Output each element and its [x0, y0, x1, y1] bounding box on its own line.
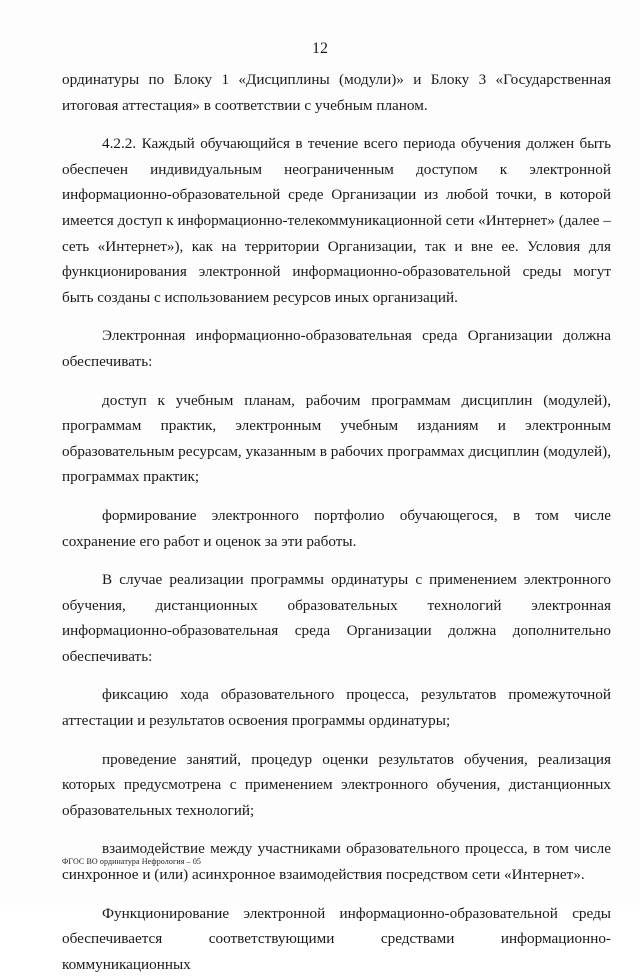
paragraph-3: Электронная информационно-образовательная среда Организации должна обеспечивать: — [62, 327, 611, 370]
paragraph-9: взаимодействие между участниками образовательного процесса, в том числе синхронное и (или) асинхронное взаимодействия посредством сети «Интернет». — [62, 840, 611, 884]
page-number: 12 — [312, 40, 328, 57]
paragraph-2: 4.2.2. Каждый обучающийся в течение всего периода обучения должен быть обеспечен индивидуальным неограниченным доступом к электронной информационно-образовательной среде Организации из любой точки, в которой имеется доступ к информационно-телекоммуникационной сети «Интернет» (далее – сеть «Интернет»), как на территории Организации, так и вне ее. Условия для функционирования электронной информационно-образовательной среды могут быть созданы с использованием ресурсов иных организаций. — [62, 135, 611, 306]
paragraph-10: Функционирование электронной информационно-образовательной среды обеспечивается соответствующими средствами информационно-коммуникационных — [62, 904, 611, 973]
paragraph-4: доступ к учебным планам, рабочим программам дисциплин (модулей), программам практик, электронным учебным изданиям и электронным образовательным ресурсам, указанным в рабочих программах дисциплин (модулей), программах практик; — [62, 391, 611, 486]
paragraph-6: В случае реализации программы ординатуры с применением электронного обучения, дистанционных образовательных технологий электронная информационно-образовательная среда Организации должна дополнительно обеспечивать: — [62, 571, 611, 665]
body-text — [62, 67, 611, 977]
page-footer: ФГОС ВО ординатура Нефрология – 05 — [62, 857, 202, 866]
paragraph-8: проведение занятий, процедур оценки результатов обучения, реализация которых предусмотрена с применением электронного обучения, дистанционных образовательных технологий; — [62, 750, 611, 819]
paragraph-7: фиксацию хода образовательного процесса, результатов промежуточной аттестации и результатов освоения программы ординатуры; — [62, 686, 611, 730]
paragraph-5: формирование электронного портфолио обучающегося, в том числе сохранение его работ и оценок за эти работы. — [62, 506, 611, 550]
paragraph-1: ординатуры по Блоку 1 «Дисциплины (модули)» и Блоку 3 «Государственная итоговая аттестация» в соответствии с учебным планом. — [62, 71, 611, 114]
